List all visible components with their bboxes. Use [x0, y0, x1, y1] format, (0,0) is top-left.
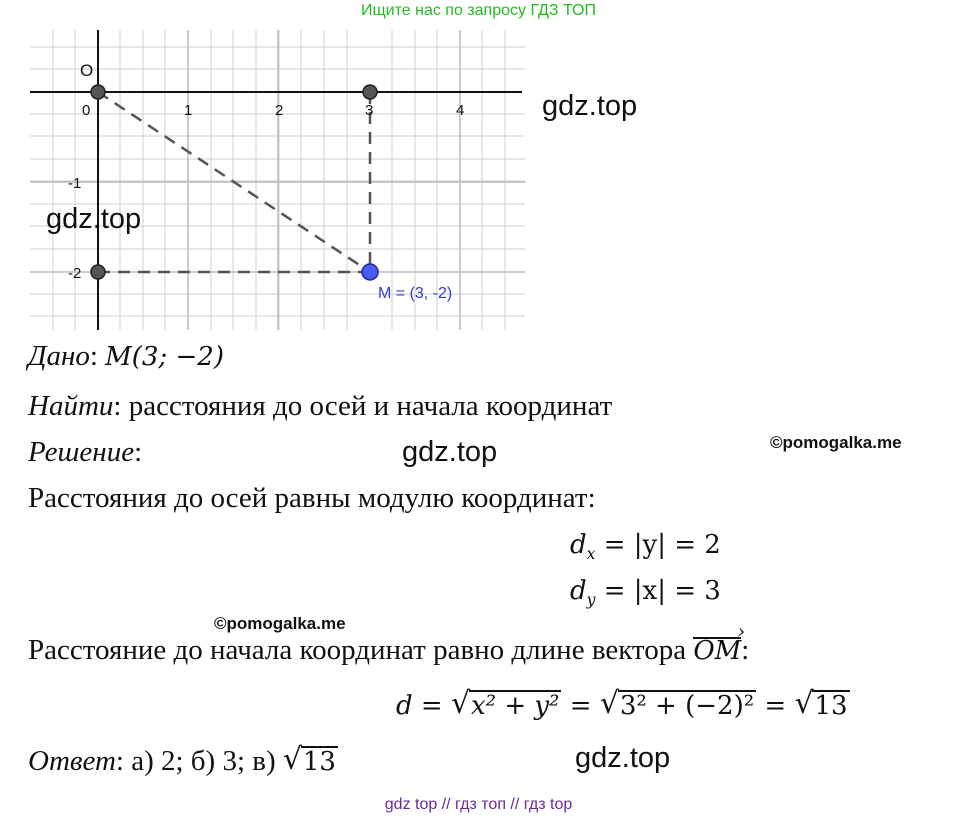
- answer-label: Ответ: [28, 745, 116, 777]
- find-line: [28, 390, 612, 423]
- solution-label: Решение: [28, 436, 135, 468]
- distance-formula: d = √ x² + y² = √ 3² + (−2)² = √ 13: [396, 690, 850, 721]
- point-m: [362, 264, 378, 280]
- find-text: : расстояния до осей и начала координат: [113, 390, 613, 422]
- point-x-projection: [363, 85, 377, 99]
- coordinate-graph: [30, 30, 525, 330]
- watermark-gdz: gdz.top: [46, 203, 142, 235]
- x-tick-3: 3: [365, 102, 374, 119]
- dx-formula: $d_x = |y| = 2$: [570, 530, 721, 564]
- x-tick-0: 0: [82, 102, 91, 119]
- find-label: Найти: [28, 390, 114, 422]
- y-tick-minus-1: -1: [68, 175, 82, 192]
- vector-om: › OM: [693, 636, 741, 666]
- watermark-gdz: gdz.top: [575, 742, 671, 774]
- solution-line: Решение:: [28, 436, 143, 468]
- axes-distance-text: Расстояния до осей равны модулю координат:: [28, 482, 596, 514]
- answer-line: Ответ: а) 2; б) 3; в) √ 13: [28, 745, 338, 778]
- x-tick-2: 2: [275, 102, 284, 119]
- watermark-gdz: gdz.top: [542, 90, 638, 122]
- x-tick-4: 4: [456, 102, 465, 119]
- sqrt-13: √ 13: [794, 690, 849, 721]
- given-line: Дано: M(3; −2): [28, 340, 224, 372]
- origin-point: [91, 85, 105, 99]
- watermark-pomogalka: ©pomogalka.me: [214, 614, 346, 633]
- given-value: M(3; −2): [105, 342, 224, 372]
- y-tick-minus-2: -2: [68, 265, 82, 282]
- point-y-projection: [91, 265, 105, 279]
- x-tick-1: 1: [184, 102, 193, 119]
- dy-formula: $d_y = |x| = 3$: [570, 576, 721, 610]
- point-m-label: M = (3, -2): [378, 285, 453, 302]
- given-label: Дано: [28, 340, 90, 372]
- origin-distance-text: Расстояние до начала координат равно длине вектора › OM:: [28, 634, 749, 667]
- watermark-pomogalka: ©pomogalka.me: [770, 433, 902, 452]
- origin-label: O: [80, 61, 94, 80]
- watermark-gdz: gdz.top: [402, 436, 498, 468]
- sqrt-values: √ 3² + (−2)²: [600, 690, 756, 721]
- answer-root: √ 13: [283, 746, 338, 777]
- top-banner: Ищите нас по запросу ГДЗ ТОП: [361, 2, 596, 19]
- sqrt-xy: √ x² + y²: [451, 690, 562, 721]
- bottom-banner: gdz top // гдз топ // гдз top: [384, 796, 573, 813]
